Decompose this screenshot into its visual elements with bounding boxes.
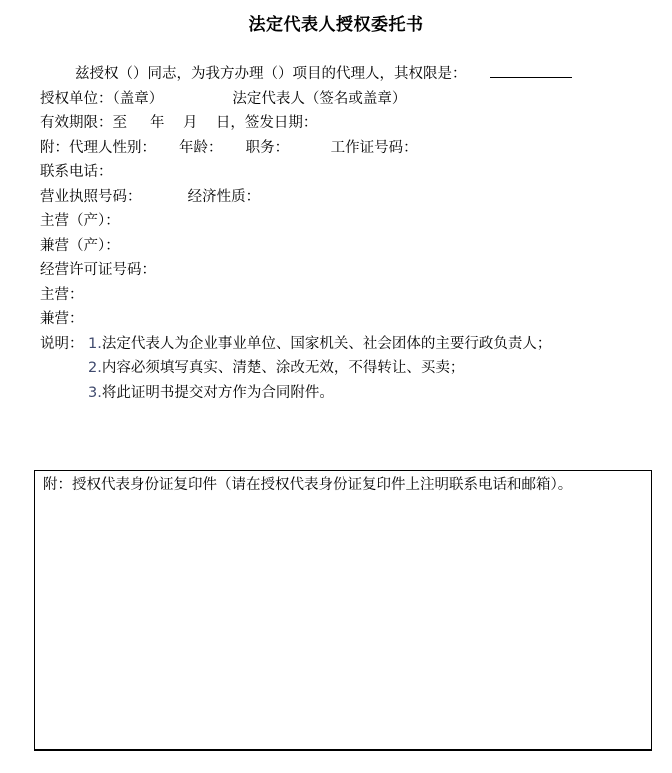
line-issuer-and-representative: 授权单位：（盖章） 法定代表人（签名或盖章） <box>40 90 407 107</box>
note-number-1: 1. <box>88 335 102 352</box>
note-text-3: 将此证明书提交对方作为合同附件。 <box>101 384 334 401</box>
note-item-2 <box>88 356 654 381</box>
document-title: 法定代表人授权委托书 <box>248 15 424 35</box>
attachment-note: 附：授权代表身份证复印件（请在授权代表身份证复印件上注明联系电话和邮箱）。 <box>43 477 573 493</box>
notes-section <box>40 332 654 406</box>
line-main-business-product: 主营（产）： <box>40 213 120 229</box>
line-business-license: 营业执照号码： 经济性质： <box>40 188 261 205</box>
line-agent-details: 附：代理人性别： 年龄： 职务： 工作证号码： <box>40 139 418 156</box>
line-validity-period: 有效期限：至 年 月 日，签发日期： <box>40 115 318 131</box>
line-authorization-intro <box>40 62 654 87</box>
note-number-3: 3. <box>88 384 102 401</box>
document-body <box>40 62 654 405</box>
notes-label: 说明： <box>40 335 84 352</box>
line-main-business: 主营： <box>40 286 84 303</box>
line-side-business: 兼营： <box>40 311 84 327</box>
line-operation-permit-number: 经营许可证号码： <box>40 262 156 278</box>
note-item-3 <box>88 381 654 406</box>
note-number-2: 2. <box>88 360 102 376</box>
attachment-box <box>34 470 652 751</box>
note-item-1 <box>88 332 654 357</box>
note-text-1: 法定代表人为企业事业单位、国家机关、社会团体的主要行政负责人； <box>101 335 552 352</box>
permission-blank-underline <box>490 63 572 78</box>
line-contact-phone: 联系电话： <box>40 164 113 180</box>
line-side-business-product: 兼营（产）： <box>40 237 120 254</box>
note-text-2: 内容必须填写真实、清楚、涂改无效，不得转让、买卖； <box>101 360 465 376</box>
authorization-intro-text: 兹授权（）同志，为我方办理（）项目的代理人，其权限是： <box>75 66 490 82</box>
